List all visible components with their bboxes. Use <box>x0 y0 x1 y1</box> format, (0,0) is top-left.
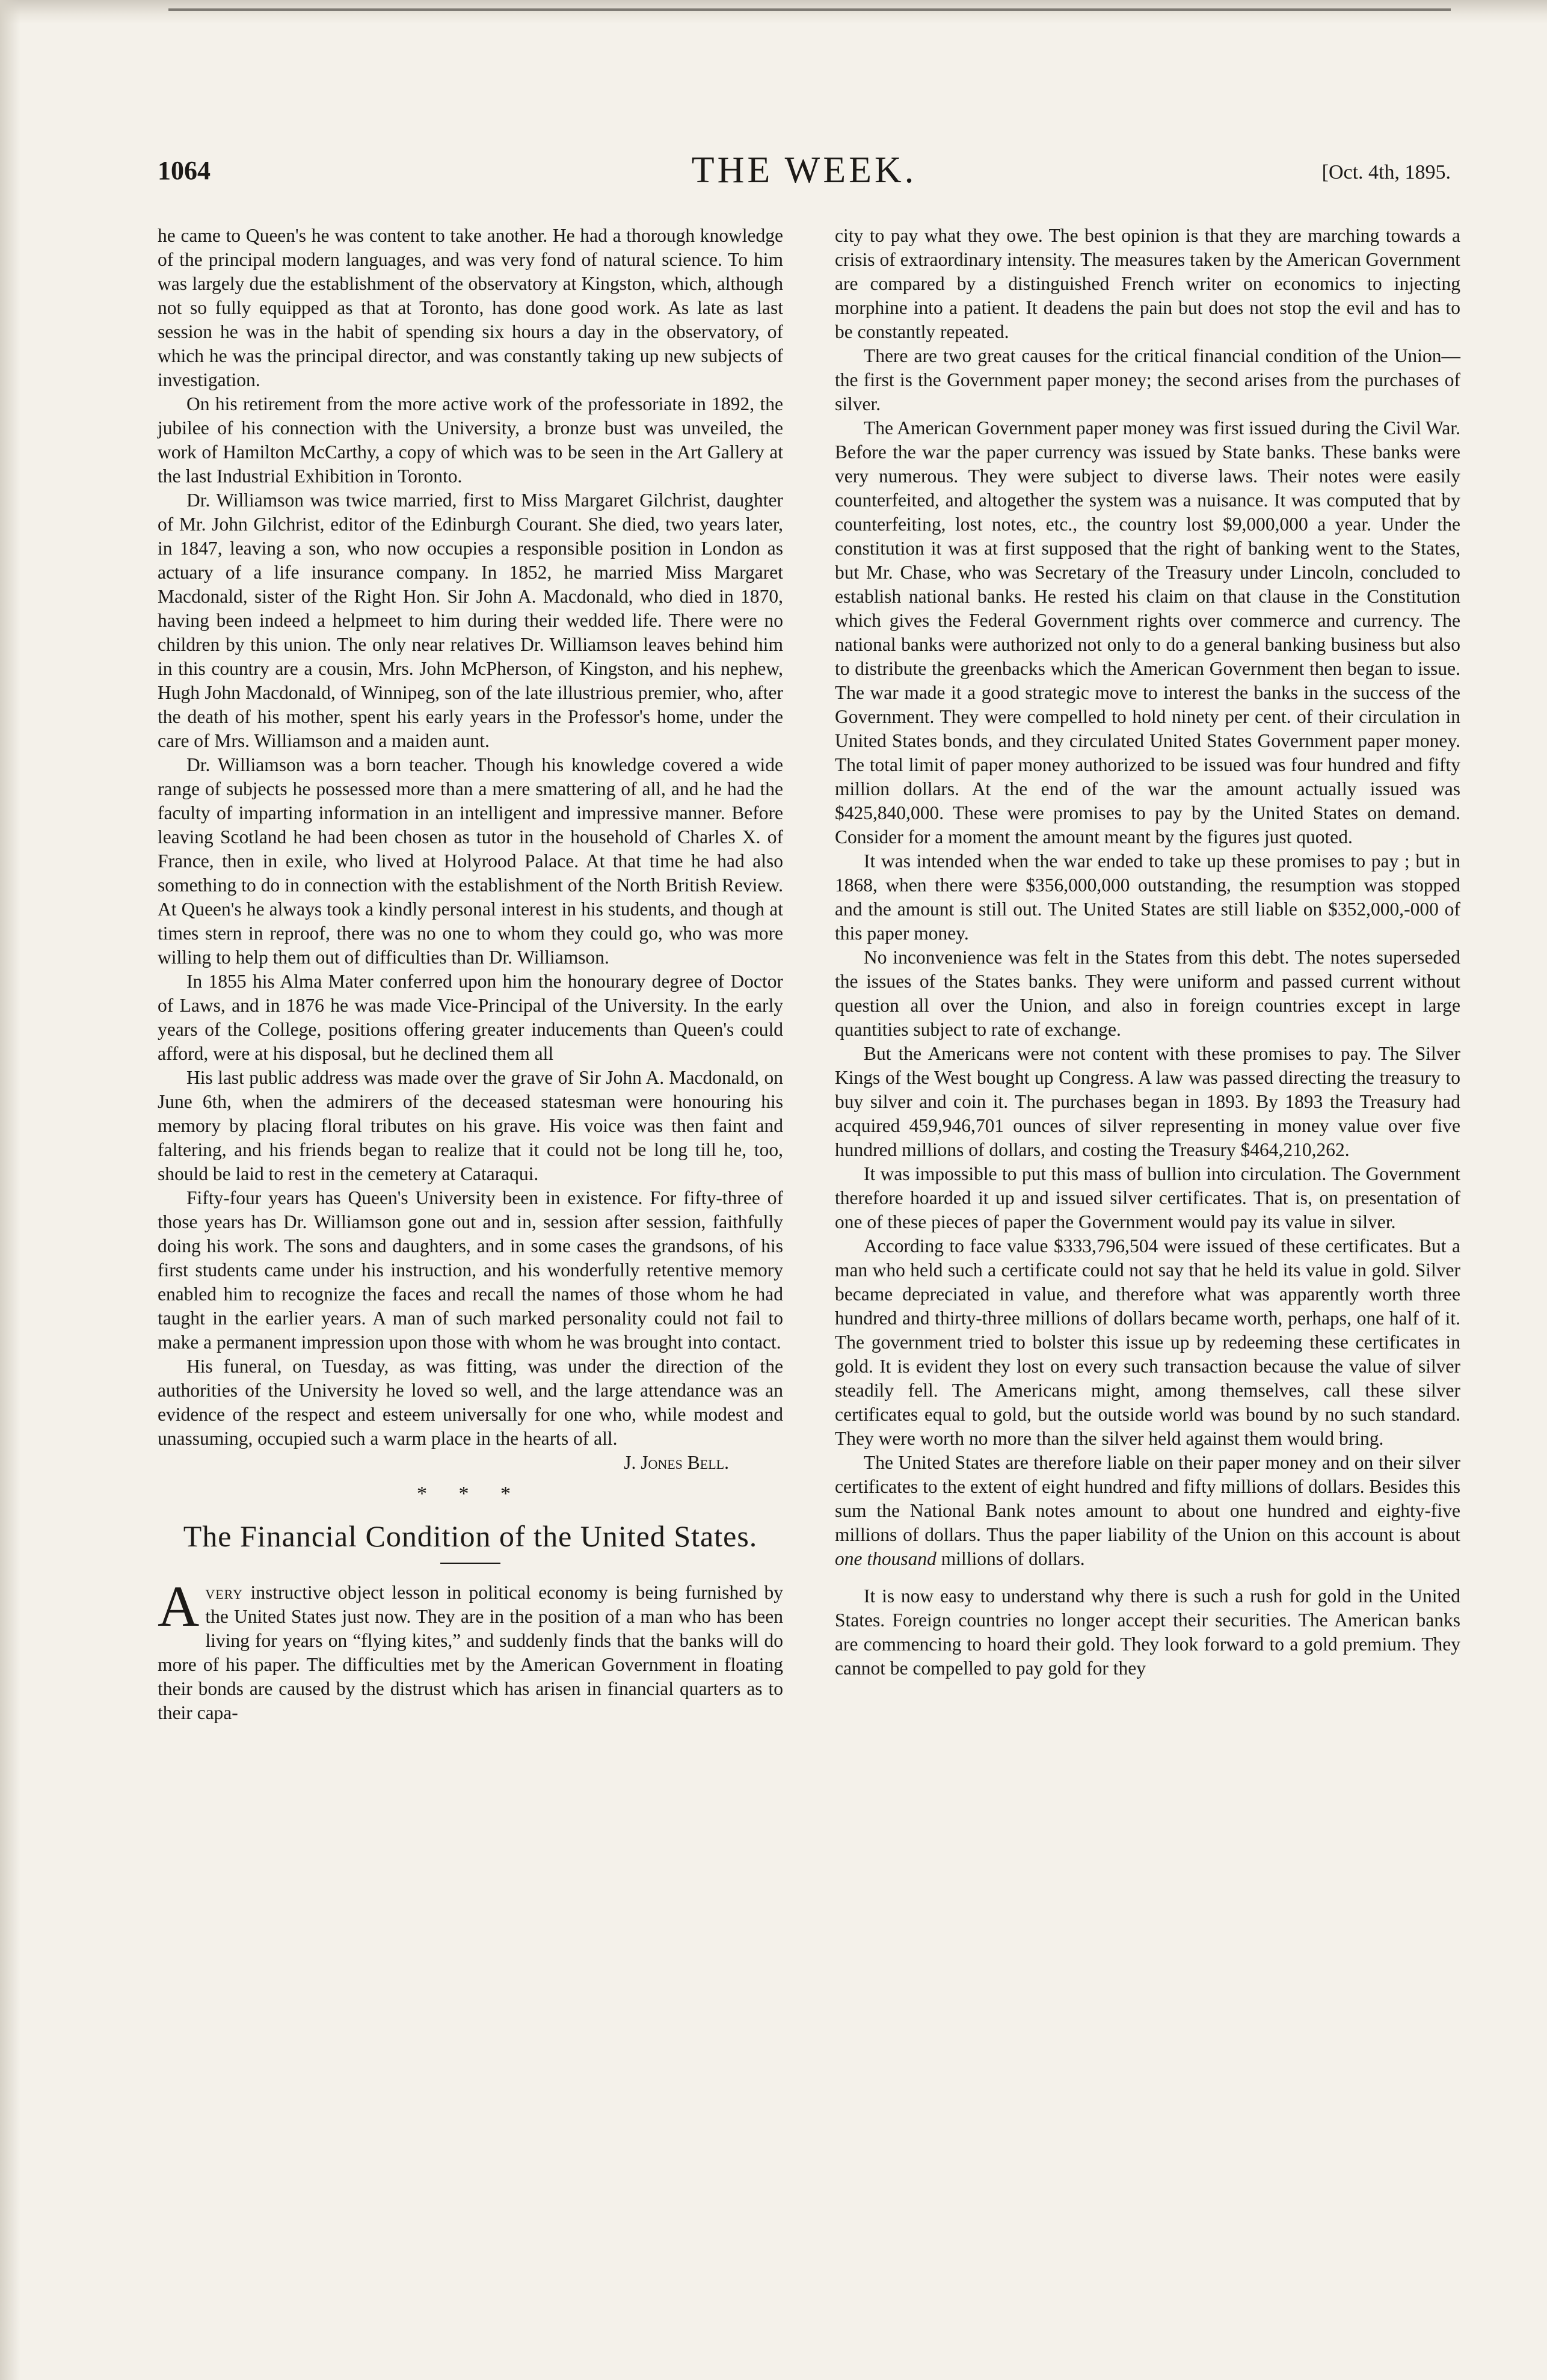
liability-text-a: The United States are therefore liable on their paper money and on their silver certificates to the extent of eight hundred and fifty millions of dollars. Besides this sum the National Bank notes amount to about one hundred and eighty-five millions of dollars. Thus the paper liability of the Union on this account is about <box>835 1452 1460 1545</box>
drop-cap: A <box>158 1574 200 1638</box>
article-intro-paragraph <box>158 1574 783 1725</box>
page-number: 1064 <box>158 156 211 185</box>
obituary-paragraph: His funeral, on Tuesday, as was fitting, was under the direction of the authorities of the University he loved so well, and the large attendance was an evidence of the respect and esteem universally for one who, while modest and unassuming, occupied such a warm place in the hearts of all. <box>158 1356 783 1449</box>
obituary-paragraph: he came to Queen's he was content to take another. He had a thorough knowledge of the principal modern languages, and was very fond of natural science. To him was largely due the establishment of the observatory at Kingston, which, although not so fully equipped as that at Toronto, has done good work. As late as last session he was in the habit of spending six hours a day in the observatory, of which he was the principal director, and was constantly taking up new subjects of investigation. <box>158 225 783 390</box>
article-paragraph: According to face value $333,796,504 were issued of these certificates. But a man who held such a certificate could not say that he held its value in gold. Silver became depreciated in value, and therefore what was apparently worth three hundred and thirty-three millions of dollars became worth, perhaps, one half of it. The government tried to bolster this issue up by redeeming these certificates in gold. It is evident they lost on every such transaction because the value of silver steadily fell. The Americans might, among themselves, call these silver certificates equal to gold, but the outside world was bound by no such standard. They were worth no more than the silver held against them would bring. <box>835 1235 1460 1449</box>
top-rule <box>168 8 1451 11</box>
issue-date: [Oct. 4th, 1895. <box>1321 161 1451 183</box>
article-paragraph: The American Government paper money was first issued during the Civil War. Before the war the paper currency was issued by State banks. These banks were very numerous. They were subject to diverse laws. Their notes were easily counterfeited, and altogether the system was a nuisance. It was computed that by counterfeiting, lost notes, etc., the country lost $9,000,000 a year. Under the constitution it was at first supposed that the right of banking went to the States, but Mr. Chase, who was Secretary of the Treasury under Lincoln, concluded to establish national banks. He rested his claim on that clause in the Constitution which gives the Federal Government rights over commerce and currency. The national banks were authorized not only to do a general banking business but also to distribute the greenbacks which the American Government then began to issue. The war made it a good strategic move to interest the banks in the success of the Government. They were compelled to hold ninety per cent. of their circulation in United States bonds, and they circulated United States Government paper money. The total limit of paper money authorized to be issued was four hundred and fifty million dollars. At the end of the war the amount actually issued was $425,840,000. These were promises to pay by the United States on demand. Consider for a moment the amount meant by the figures just quoted. <box>835 417 1460 847</box>
right-column <box>835 224 1460 2317</box>
closing-paragraph: It is now easy to understand why there is such a rush for gold in the United States. Foreign countries no longer accept their securities. The American banks are commencing to hoard their gold. They look forward to a gold premium. They cannot be compelled to pay gold for they <box>835 1585 1460 1679</box>
paragraph-gap <box>835 1571 1460 1584</box>
scan-edge-top <box>0 0 1547 24</box>
article-paragraph: It was impossible to put this mass of bullion into circulation. The Government therefore hoarded it up and issued silver certificates. That is, on presentation of one of these pieces of paper the Government would pay its value in silver. <box>835 1163 1460 1232</box>
intro-text: instructive object lesson in political economy is being furnished by the United States just now. They are in the position of a man who has been living for years on “flying kites,” and suddenly finds that the banks will do more of his paper. The difficulties met by the American Government in floating their bonds are caused by the distrust which has arisen in financial quarters as to their capa- <box>158 1582 783 1723</box>
liability-text-b: millions of dollars. <box>936 1548 1085 1569</box>
masthead-title: THE WEEK. <box>691 150 917 191</box>
title-rule <box>440 1563 500 1564</box>
left-column <box>158 224 783 2317</box>
article-paragraph: There are two great causes for the critical financial condition of the Union—the first is the Government paper money; the second arises from the purchases of silver. <box>835 345 1460 414</box>
liability-paragraph <box>835 1451 1460 1571</box>
obituary-paragraph: On his retirement from the more active work of the professoriate in 1892, the jubilee of his connection with the University, a bronze bust was unveiled, the work of Hamilton McCarthy, a copy of which was to be seen in the Art Gallery at the last Industrial Exhibition in Toronto. <box>158 393 783 487</box>
article-title: The Financial Condition of the United States. <box>183 1519 758 1553</box>
obituary-paragraph: His last public address was made over the grave of Sir John A. Macdonald, on June 6th, when the admirers of the deceased statesman were honouring his memory by placing floral tributes on his grave. His voice was then faint and faltering, and his friends began to realize that it could not be long till he, too, should be laid to rest in the cemetery at Cataraqui. <box>158 1067 783 1184</box>
author-signature: J. Jones Bell. <box>624 1452 729 1473</box>
article-paragraph: But the Americans were not content with these promises to pay. The Silver Kings of the West bought up Congress. A law was passed directing the treasury to buy silver and coin it. The purchases began in 1893. By 1893 the Treasury had acquired 459,946,701 ounces of silver representing in money value over five hundred millions of dollars, and costing the Treasury $464,210,262. <box>835 1043 1460 1160</box>
section-separator: * * * <box>417 1483 524 1505</box>
intro-small-caps: very <box>205 1582 244 1603</box>
obituary-paragraph: Fifty-four years has Queen's University been in existence. For fifty-three of those years has Dr. Williamson gone out and in, session after session, faithfully doing his work. The sons and daughters, and in some cases the grandsons, of his first students came under his instruction, and his wonderfully retentive memory enabled him to recognize the faces and recall the names of those whom he had taught in the earlier years. A man of such marked personality could not fail to make a permanent impression upon those with whom he was brought into contact. <box>158 1187 783 1353</box>
article-paragraph: It was intended when the war ended to take up these promises to pay ; but in 1868, when there were $356,000,000 outstanding, the resumption was stopped and the amount is still out. The United States are still liable on $352,000,-000 of this paper money. <box>835 850 1460 944</box>
obituary-paragraph: In 1855 his Alma Mater conferred upon him the honourary degree of Doctor of Laws, and in 1876 he was made Vice-Principal of the University. In the early years of the College, positions offering greater inducements than Queen's could afford, were at his disposal, but he declined them all <box>158 971 783 1064</box>
page-header <box>158 149 1451 203</box>
obituary-paragraph: Dr. Williamson was twice married, first to Miss Margaret Gilchrist, daughter of Mr. John Gilchrist, editor of the Edinburgh Courant. She died, two years later, in 1847, leaving a son, who now occupies a responsible position in London as actuary of a life insurance company. In 1852, he married Miss Margaret Macdonald, sister of the Right Hon. Sir John A. Macdonald, who died in 1870, having been indeed a helpmeet to him during their wedded life. There were no children by this union. The only near relatives Dr. Williamson leaves behind him in this country are a cousin, Mrs. John McPherson, of Kingston, and his nephew, Hugh John Macdonald, of Winnipeg, son of the late illustrious premier, who, after the death of his mother, spent his early years in the Professor's home, under the care of Mrs. Williamson and a maiden aunt. <box>158 490 783 751</box>
obituary-paragraph: Dr. Williamson was a born teacher. Though his knowledge covered a wide range of subjects he possessed more than a mere smattering of all, and he had the faculty of imparting information in an intelligent and impressive manner. Before leaving Scotland he had been chosen as tutor in the household of Charles X. of France, then in exile, who lived at Holyrood Palace. At that time he had also something to do in connection with the establishment of the North British Review. At Queen's he always took a kindly personal interest in his students, and though at times stern in reproof, there was no one to whom they could go, who was more willing to help them out of difficulties than Dr. Williamson. <box>158 754 783 968</box>
article-paragraph: No inconvenience was felt in the States from this debt. The notes superseded the issues of the States banks. They were uniform and passed current without question all over the Union, and also in foreign countries except in large quantities subject to rate of exchange. <box>835 947 1460 1040</box>
article-paragraph: city to pay what they owe. The best opinion is that they are marching towards a crisis of extraordinary intensity. The measures taken by the American Government are compared by a distinguished French writer on economics to injecting morphine into a patient. It deadens the pain but does not stop the evil and has to be constantly repeated. <box>835 225 1460 342</box>
liability-emphasis: one thousand <box>835 1548 937 1569</box>
scan-edge-left <box>0 0 20 2380</box>
